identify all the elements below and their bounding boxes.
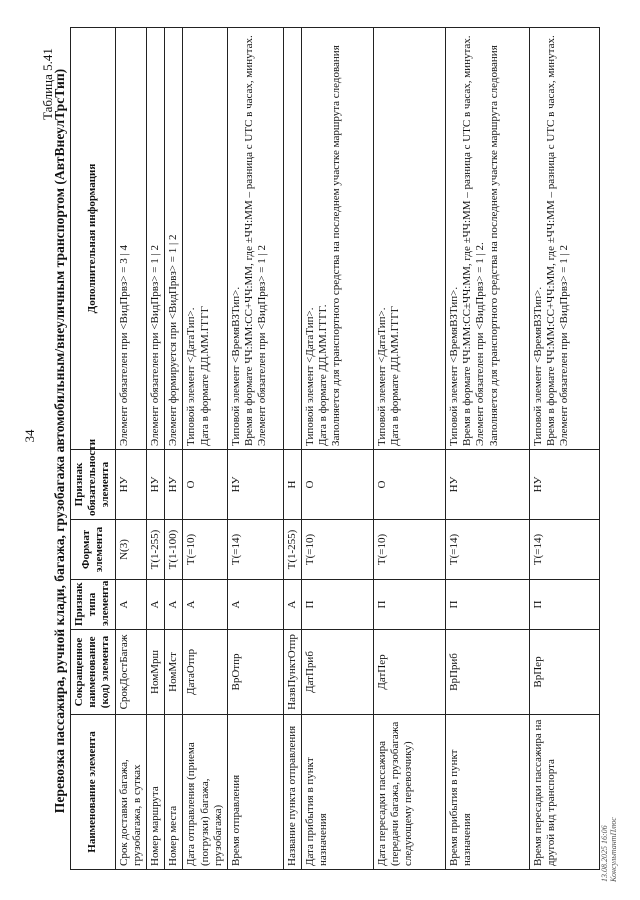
info-line: Дата в формате ДД.ММ.ГГГГ [198, 305, 211, 446]
cell-name: Номер маршрута [146, 715, 164, 870]
table-row [283, 28, 301, 870]
cell-type: П [374, 580, 446, 630]
print-stamp [600, 817, 618, 882]
col-header: Сокращенное наименование (код) элемента [71, 630, 116, 715]
cell-info [227, 28, 283, 450]
info-line: Элемент обязателен при <ВидПрвз> = 1 | 2 [148, 245, 161, 446]
cell-info [115, 28, 146, 450]
cell-format: T(=14) [530, 520, 600, 580]
cell-code: ДатаОтпр [183, 630, 228, 715]
col-header: Дополнительная информация [71, 28, 116, 450]
table-row [115, 28, 146, 870]
cell-info [374, 28, 446, 450]
cell-name: Дата прибытия в пункт назначения [302, 715, 374, 870]
info-line: Заполняется для транспортного средства на последнем участке маршрута следования [487, 45, 500, 446]
cell-name: Дата пересадки пассажира (передачи багажа, грузобагажа следующему перевозчику) [374, 715, 446, 870]
table-row [146, 28, 164, 870]
info-line: Типовой элемент <ДатаТип>. [304, 307, 317, 446]
info-line: Элемент формируется при <ВидПрвз> = 1 | 2 [167, 234, 180, 446]
table-row [302, 28, 374, 870]
cell-code: НазвПунктОтпр [283, 630, 301, 715]
cell-name: Время пересадки пассажира на другой вид транспорта [530, 715, 600, 870]
cell-required: О [183, 450, 228, 520]
info-line: Время в формате ЧЧ:ММ:СС+ЧЧ:ММ, где ±ЧЧ:ММ – разница с UTC в часах, минутах. [243, 35, 256, 446]
cell-required: НУ [115, 450, 146, 520]
cell-type: А [146, 580, 164, 630]
info-line: Элемент обязателен при <ВидПрвз> = 1 | 2. [474, 242, 487, 446]
cell-code: НомМрш [146, 630, 164, 715]
cell-type: П [302, 580, 374, 630]
cell-code: ДатПер [374, 630, 446, 715]
cell-name: Время прибытия в пункт назначения [446, 715, 530, 870]
cell-code: ВрПер [530, 630, 600, 715]
cell-required: О [374, 450, 446, 520]
cell-type: П [446, 580, 530, 630]
cell-info [183, 28, 228, 450]
info-line: Заполняется для транспортного средства на последнем участке маршрута следования [330, 45, 343, 446]
cell-format: T(1-255) [283, 520, 301, 580]
cell-name: Время отправления [227, 715, 283, 870]
cell-format: T(=10) [374, 520, 446, 580]
stamp-source: КонсультантПлюс [609, 817, 619, 882]
cell-info [283, 28, 301, 450]
cell-format: N(3) [115, 520, 146, 580]
info-line: Элемент обязателен при <ВидПрвз> = 3 | 4 [117, 245, 130, 446]
cell-format: T(=10) [302, 520, 374, 580]
element-table [70, 27, 600, 870]
info-line: Элемент обязателен при <ВидПрвз> = 1 | 2 [256, 245, 269, 446]
info-line: Типовой элемент <ВремяВЗТип>. [448, 286, 461, 446]
cell-info [446, 28, 530, 450]
cell-required: НУ [165, 450, 183, 520]
info-line: Время в формате ЧЧ:ММ:СС+ЧЧ:ММ, где ±ЧЧ:ММ – разница с UTC в часах, минутах. [545, 35, 558, 446]
cell-info [530, 28, 600, 450]
info-line: Дата в формате ДД.ММ.ГГГГ [389, 305, 402, 446]
cell-code: ВрПриб [446, 630, 530, 715]
page-number: 34 [22, 429, 37, 443]
cell-code: СрокДостБагаж [115, 630, 146, 715]
cell-code: ДатПриб [302, 630, 374, 715]
cell-type: П [530, 580, 600, 630]
cell-format: T(1-100) [165, 520, 183, 580]
cell-required: НУ [227, 450, 283, 520]
table-row [183, 28, 228, 870]
cell-required: НУ [146, 450, 164, 520]
cell-required: НУ [446, 450, 530, 520]
info-line: Типовой элемент <ВремяВЗТип>. [229, 286, 242, 446]
cell-required: О [302, 450, 374, 520]
cell-format: T(1-255) [146, 520, 164, 580]
cell-format: T(=10) [183, 520, 228, 580]
cell-name: Номер места [165, 715, 183, 870]
cell-format: T(=14) [227, 520, 283, 580]
table-row [446, 28, 530, 870]
table-title: Перевозка пассажира, ручной клади, багажа, грузобагажа автомобильным/внеуличным транспортом (АвтВнеулТрсТип) [52, 68, 67, 814]
header-row [71, 28, 116, 870]
col-header: Признак обязательности элемента [71, 450, 116, 520]
cell-name: Название пункта отправления [283, 715, 301, 870]
stamp-date: 13.08.2025 16:06 [600, 825, 609, 882]
cell-code: НомМст [165, 630, 183, 715]
info-line: Типовой элемент <ВремяВЗТип>. [532, 286, 545, 446]
info-line: Время в формате ЧЧ:ММ:СС±ЧЧ:ММ, где ±ЧЧ:ММ – разница с UTC в часах, минутах. [461, 35, 474, 446]
info-line: Дата в формате ДД.ММ.ГГГГ. [317, 304, 330, 446]
table-number: Таблица 5.41 [40, 48, 55, 120]
table-row [165, 28, 183, 870]
info-line: Типовой элемент <ДатаТип>. [185, 307, 198, 446]
col-header: Признак типа элемента [71, 580, 116, 630]
cell-info [146, 28, 164, 450]
cell-required: НУ [530, 450, 600, 520]
col-header: Наименование элемента [71, 715, 116, 870]
cell-name: Дата отправления (приема (погрузки) багажа, грузобагажа) [183, 715, 228, 870]
cell-code: ВрОтпр [227, 630, 283, 715]
table-row [374, 28, 446, 870]
cell-format: T(=14) [446, 520, 530, 580]
info-line: Элемент обязателен при <ВидПрвз> = 1 | 2 [558, 245, 571, 446]
cell-required: Н [283, 450, 301, 520]
table-row [227, 28, 283, 870]
cell-type: А [115, 580, 146, 630]
cell-name: Срок доставки багажа, грузобагажа, в сутках [115, 715, 146, 870]
table-row [530, 28, 600, 870]
info-line: Типовой элемент <ДатаТип>. [376, 307, 389, 446]
cell-info [165, 28, 183, 450]
cell-info [302, 28, 374, 450]
cell-type: А [183, 580, 228, 630]
cell-type: А [227, 580, 283, 630]
col-header: Формат элемента [71, 520, 116, 580]
cell-type: А [283, 580, 301, 630]
cell-type: А [165, 580, 183, 630]
